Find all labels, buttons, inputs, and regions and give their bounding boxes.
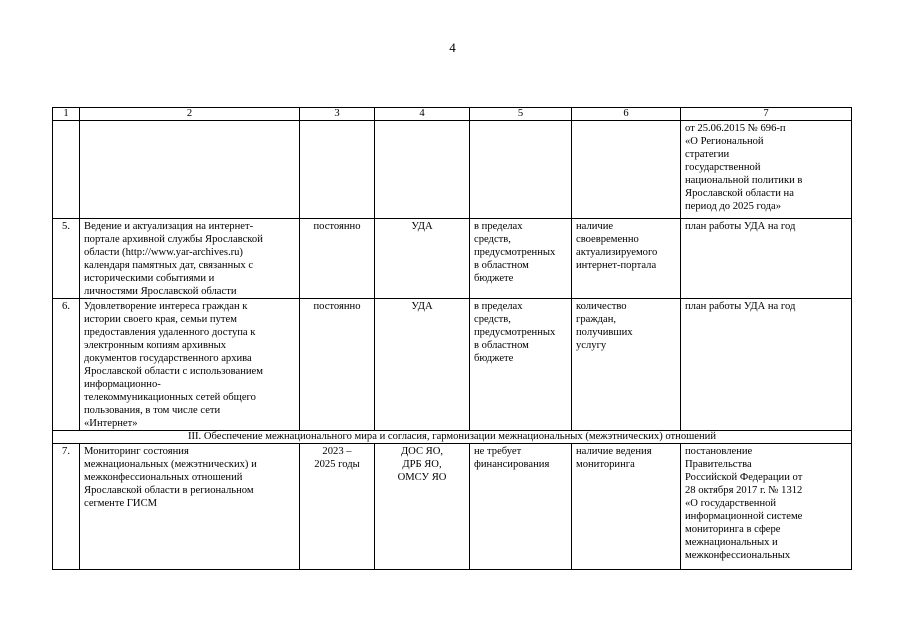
- col-header-4: 4: [375, 108, 470, 121]
- text-line: информационно-: [84, 379, 161, 390]
- cell-indicator: [572, 121, 681, 219]
- text-line: ДОС ЯО,: [400, 446, 444, 457]
- plan-table: [52, 107, 852, 570]
- cell-funding: [470, 299, 572, 431]
- text-line: Ведение и актуализация на интернет-: [84, 221, 254, 232]
- text-line: сегменте ГИСМ: [84, 498, 158, 509]
- cell-num: [53, 121, 80, 219]
- text-line: Ярославской области в региональном: [84, 485, 254, 496]
- text-line: постановление: [685, 446, 753, 457]
- cell-basis-clip: [685, 445, 847, 569]
- text-line: межконфессиональных отношений: [84, 472, 243, 483]
- text-line: наличие ведения: [576, 446, 652, 457]
- text-line: телекоммуникационных сетей общего: [84, 392, 256, 403]
- text-line: в пределах: [474, 221, 523, 232]
- text-line: ДРБ ЯО,: [402, 459, 442, 470]
- col-header-6: 6: [572, 108, 681, 121]
- text-line: календаря памятных дат, связанных с: [84, 260, 254, 271]
- text-line: историческими событиями и: [84, 273, 215, 284]
- table-row-7: [53, 444, 852, 570]
- cell-executor: УДА: [375, 299, 470, 431]
- cell-basis: [681, 219, 852, 299]
- col-header-1: 1: [53, 108, 80, 121]
- cell-executor: [375, 121, 470, 219]
- cell-indicator: [572, 444, 681, 570]
- cell-period: [300, 121, 375, 219]
- text-line: ОМСУ ЯО: [397, 472, 447, 483]
- cell-basis: [681, 444, 852, 570]
- text-line: в областном: [474, 260, 529, 271]
- cell-num: 6.: [53, 299, 80, 431]
- text-line: личностями Ярославской области: [84, 286, 237, 297]
- table-row-5: [53, 219, 852, 299]
- text-line: предусмотренных: [474, 327, 556, 338]
- cell-executor: [375, 444, 470, 570]
- text-line: в пределах: [474, 301, 523, 312]
- text-line: количество: [576, 301, 627, 312]
- text-line: граждан,: [576, 314, 617, 325]
- text-line: электронным копиям архивных: [84, 340, 227, 351]
- text-line: «О Региональной: [685, 136, 764, 147]
- text-line: средств,: [474, 314, 511, 325]
- text-line: 28 октября 2017 г. № 1312: [685, 485, 803, 496]
- cell-period: постоянно: [300, 219, 375, 299]
- text-line: в областном: [474, 340, 529, 351]
- section-heading-row: [53, 431, 852, 444]
- cell-funding: [470, 121, 572, 219]
- text-line: план работы УДА на год: [685, 301, 796, 312]
- text-line: межнациональных и: [685, 537, 778, 548]
- text-line: 2025 годы: [314, 459, 360, 470]
- text-line: Мониторинг состояния: [84, 446, 189, 457]
- col-header-7: 7: [681, 108, 852, 121]
- text-line: бюджете: [474, 353, 514, 364]
- text-line: истории своего края, семьи путем: [84, 314, 237, 325]
- col-header-3: 3: [300, 108, 375, 121]
- text-line: мониторинга: [576, 459, 635, 470]
- text-line: бюджете: [474, 273, 514, 284]
- text-line: национальной политики в: [685, 175, 803, 186]
- section-title: III. Обеспечение межнационального мира и согласия, гармонизации межнациональных (межэтнических) отношений: [53, 431, 852, 444]
- text-line: стратегии: [685, 149, 730, 160]
- text-line: предусмотренных: [474, 247, 556, 258]
- text-line: информационной системе: [685, 511, 803, 522]
- cell-num: 7.: [53, 444, 80, 570]
- text-line: предоставления удаленного доступа к: [84, 327, 256, 338]
- text-line: пользования, в том числе сети: [84, 405, 221, 416]
- table-header-row: [53, 108, 852, 121]
- text-line: услугу: [576, 340, 607, 351]
- text-line: межнациональных (межэтнических) и: [84, 459, 257, 470]
- page-number: 4: [449, 40, 456, 55]
- cell-basis: [681, 299, 852, 431]
- cell-activity: [80, 121, 300, 219]
- col-header-2: 2: [80, 108, 300, 121]
- cell-period: постоянно: [300, 299, 375, 431]
- text-line: своевременно: [576, 234, 639, 245]
- text-line: мониторинга в сфере: [685, 524, 781, 535]
- text-line: не требует: [474, 446, 522, 457]
- text-line: портале архивной службы Ярославской: [84, 234, 263, 245]
- text-line: Российской Федерации от: [685, 472, 803, 483]
- table-row-6: [53, 299, 852, 431]
- cell-indicator: [572, 219, 681, 299]
- cell-activity: [80, 444, 300, 570]
- cell-funding: [470, 444, 572, 570]
- text-line: актуализируемого: [576, 247, 658, 258]
- text-line: наличие: [576, 221, 614, 232]
- text-line: средств,: [474, 234, 511, 245]
- text-line: финансирования: [474, 459, 550, 470]
- text-line: документов государственного архива: [84, 353, 252, 364]
- text-line: «Интернет»: [84, 418, 138, 429]
- text-line: области (http://www.yar-archives.ru): [84, 247, 243, 258]
- cell-indicator: [572, 299, 681, 431]
- col-header-5: 5: [470, 108, 572, 121]
- text-line: от 25.06.2015 № 696-п: [685, 123, 786, 134]
- text-line: 2023 –: [322, 446, 352, 457]
- cell-activity: [80, 299, 300, 431]
- cell-funding: [470, 219, 572, 299]
- text-line: государственной: [685, 162, 761, 173]
- cell-executor: УДА: [375, 219, 470, 299]
- text-line: межконфессиональных: [685, 550, 791, 561]
- text-line: Ярославской области с использованием: [84, 366, 263, 377]
- text-line: Удовлетворение интереса граждан к: [84, 301, 248, 312]
- cell-period: [300, 444, 375, 570]
- text-line: Правительства: [685, 459, 752, 470]
- cell-basis: [681, 121, 852, 219]
- cell-num: 5.: [53, 219, 80, 299]
- text-line: план работы УДА на год: [685, 221, 796, 232]
- text-line: интернет-портала: [576, 260, 657, 271]
- text-line: Ярославской области на: [685, 188, 794, 199]
- text-line: период до 2025 года»: [685, 201, 782, 212]
- text-line: «О государственной: [685, 498, 777, 509]
- cell-activity: [80, 219, 300, 299]
- text-line: получивших: [576, 327, 633, 338]
- table-row-continuation: [53, 121, 852, 219]
